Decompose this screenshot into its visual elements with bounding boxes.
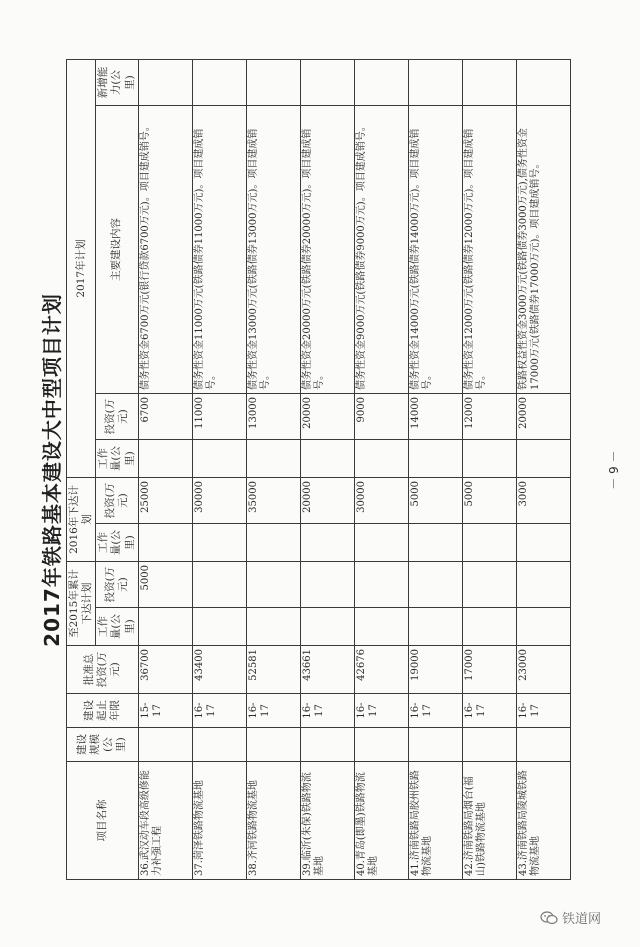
header-period: 建设起止年限 bbox=[67, 694, 139, 728]
row-scale bbox=[516, 728, 570, 762]
page-number: － 9 － bbox=[607, 450, 621, 490]
row-2017-investment: 6700 bbox=[138, 394, 192, 440]
row-2017-workload bbox=[354, 440, 408, 478]
row-approved-investment: 19000 bbox=[408, 646, 462, 694]
row-project-name: 36.武汉动车段高级修能力补强工程 bbox=[138, 762, 192, 880]
row-2016-investment: 25000 bbox=[138, 478, 192, 524]
row-new-capacity bbox=[462, 60, 516, 106]
row-new-capacity bbox=[354, 60, 408, 106]
row-2016-investment: 5000 bbox=[408, 478, 462, 524]
header-project-name: 项目名称 bbox=[67, 762, 139, 880]
header-2016-workload: 工作量(公里) bbox=[96, 524, 138, 562]
row-2017-investment: 12000 bbox=[462, 394, 516, 440]
row-2016-investment: 20000 bbox=[300, 478, 354, 524]
row-2016-investment: 30000 bbox=[192, 478, 246, 524]
rotated-landscape-sheet bbox=[0, 30, 640, 910]
row-2016-workload bbox=[246, 524, 300, 562]
row-2016-investment: 30000 bbox=[354, 478, 408, 524]
header-2016-investment: 投资(万元) bbox=[96, 478, 138, 524]
row-scale bbox=[408, 728, 462, 762]
row-cum-investment: 5000 bbox=[138, 562, 192, 608]
header-scale: 建设规模(公里) bbox=[67, 728, 139, 762]
row-period: 15-17 bbox=[138, 694, 192, 728]
row-2016-workload bbox=[354, 524, 408, 562]
row-cum-workload bbox=[300, 608, 354, 646]
row-2017-workload bbox=[300, 440, 354, 478]
row-new-capacity bbox=[246, 60, 300, 106]
row-project-name: 38.齐河铁路物流基地 bbox=[246, 762, 300, 880]
row-project-name: 43.济南铁路局陵城铁路物流基地 bbox=[516, 762, 570, 880]
watermark bbox=[540, 908, 601, 927]
row-cum-investment bbox=[462, 562, 516, 608]
row-2017-workload bbox=[408, 440, 462, 478]
row-2016-investment: 35000 bbox=[246, 478, 300, 524]
row-scale bbox=[192, 728, 246, 762]
row-scale bbox=[300, 728, 354, 762]
row-2017-workload bbox=[138, 440, 192, 478]
row-scale bbox=[462, 728, 516, 762]
row-cum-workload bbox=[192, 608, 246, 646]
row-2017-workload bbox=[246, 440, 300, 478]
row-project-name: 41.济南铁路局胶州铁路物流基地 bbox=[408, 762, 462, 880]
row-cum-workload bbox=[354, 608, 408, 646]
project-plan-table bbox=[66, 59, 571, 880]
row-cum-workload bbox=[462, 608, 516, 646]
row-2016-workload bbox=[516, 524, 570, 562]
row-main-content: 债务性资金13000万元(铁路债券13000万元)。项目建成销号。 bbox=[246, 106, 300, 394]
row-2017-investment: 20000 bbox=[300, 394, 354, 440]
row-approved-investment: 43400 bbox=[192, 646, 246, 694]
row-new-capacity bbox=[408, 60, 462, 106]
row-cum-workload bbox=[246, 608, 300, 646]
table-row bbox=[408, 60, 462, 880]
header-new-capacity: 新增能力(公里) bbox=[96, 60, 138, 106]
row-cum-investment bbox=[408, 562, 462, 608]
row-project-name: 37.菏泽铁路物流基地 bbox=[192, 762, 246, 880]
row-2017-investment: 11000 bbox=[192, 394, 246, 440]
row-scale bbox=[138, 728, 192, 762]
table-row bbox=[300, 60, 354, 880]
row-new-capacity bbox=[192, 60, 246, 106]
row-cum-workload bbox=[408, 608, 462, 646]
wechat-icon bbox=[540, 911, 558, 925]
header-2017-investment: 投资(万元) bbox=[96, 394, 138, 440]
row-period: 16-17 bbox=[354, 694, 408, 728]
row-main-content: 债务性资金12000万元(铁路债券12000万元)。项目建成销号。 bbox=[462, 106, 516, 394]
row-approved-investment: 36700 bbox=[138, 646, 192, 694]
header-plan-2017: 2017年计划 bbox=[67, 60, 96, 478]
header-approved-investment: 批准总投资(万元) bbox=[67, 646, 139, 694]
row-main-content: 债务性资金9000万元(铁路债券9000万元)。项目建成销号。 bbox=[354, 106, 408, 394]
table-row bbox=[462, 60, 516, 880]
document-title: 2017年铁路基本建设大中型项目计划 bbox=[40, 293, 64, 647]
row-2017-investment: 20000 bbox=[516, 394, 570, 440]
row-project-name: 39.临沂(朱保)铁路物流基地 bbox=[300, 762, 354, 880]
row-new-capacity bbox=[516, 60, 570, 106]
row-period: 16-17 bbox=[300, 694, 354, 728]
row-2017-investment: 13000 bbox=[246, 394, 300, 440]
row-period: 16-17 bbox=[192, 694, 246, 728]
row-approved-investment: 23000 bbox=[516, 646, 570, 694]
table-row bbox=[192, 60, 246, 880]
row-cum-investment bbox=[192, 562, 246, 608]
table-row bbox=[138, 60, 192, 880]
row-approved-investment: 42676 bbox=[354, 646, 408, 694]
row-project-name: 40.青岛(即墨)铁路物流基地 bbox=[354, 762, 408, 880]
row-2016-investment: 5000 bbox=[462, 478, 516, 524]
row-2017-workload bbox=[516, 440, 570, 478]
row-cum-investment bbox=[516, 562, 570, 608]
row-approved-investment: 52581 bbox=[246, 646, 300, 694]
header-main-content: 主要建设内容 bbox=[96, 106, 138, 394]
row-scale bbox=[246, 728, 300, 762]
row-period: 16-17 bbox=[462, 694, 516, 728]
row-2016-workload bbox=[192, 524, 246, 562]
row-period: 16-17 bbox=[246, 694, 300, 728]
row-main-content: 债务性资金20000万元(铁路债券20000万元)。项目建成销号。 bbox=[300, 106, 354, 394]
row-approved-investment: 17000 bbox=[462, 646, 516, 694]
row-2017-workload bbox=[192, 440, 246, 478]
row-period: 16-17 bbox=[408, 694, 462, 728]
row-2017-investment: 14000 bbox=[408, 394, 462, 440]
row-2016-workload bbox=[138, 524, 192, 562]
row-main-content: 债务性资金11000万元(铁路债券11000万元)。项目建成销号。 bbox=[192, 106, 246, 394]
header-plan-2016: 2016年下达计划 bbox=[67, 478, 96, 562]
row-cum-workload bbox=[516, 608, 570, 646]
header-cum-workload: 工作量(公里) bbox=[96, 608, 138, 646]
row-cum-investment bbox=[246, 562, 300, 608]
header-2017-workload: 工作量(公里) bbox=[96, 440, 138, 478]
table-row bbox=[246, 60, 300, 880]
row-scale bbox=[354, 728, 408, 762]
table-row bbox=[516, 60, 570, 880]
row-approved-investment: 43661 bbox=[300, 646, 354, 694]
row-2016-workload bbox=[408, 524, 462, 562]
project-rows bbox=[138, 60, 570, 880]
row-2017-workload bbox=[462, 440, 516, 478]
row-cum-workload bbox=[138, 608, 192, 646]
row-new-capacity bbox=[138, 60, 192, 106]
row-period: 16-17 bbox=[516, 694, 570, 728]
row-2017-investment: 9000 bbox=[354, 394, 408, 440]
row-cum-investment bbox=[300, 562, 354, 608]
watermark-text: 铁道网 bbox=[562, 912, 602, 927]
row-main-content: 铁路权益性资金3000万元(铁路债券3000万元),债务性资金17000万元(铁路债券17000万元)。项目建成销号。 bbox=[516, 106, 570, 394]
row-main-content: 债务性资金14000万元(铁路债券14000万元)。项目建成销号。 bbox=[408, 106, 462, 394]
row-2016-workload bbox=[300, 524, 354, 562]
row-project-name: 42.济南铁路局烟台(福山)铁路物流基地 bbox=[462, 762, 516, 880]
row-2016-investment: 3000 bbox=[516, 478, 570, 524]
row-2016-workload bbox=[462, 524, 516, 562]
row-main-content: 债务性资金6700万元(银行贷款6700万元)。项目建成销号。 bbox=[138, 106, 192, 394]
row-cum-investment bbox=[354, 562, 408, 608]
table-row bbox=[354, 60, 408, 880]
header-cum-investment: 投资(万元) bbox=[96, 562, 138, 608]
row-new-capacity bbox=[300, 60, 354, 106]
header-cumulative-2015: 至2015年累计下达计划 bbox=[67, 562, 96, 646]
